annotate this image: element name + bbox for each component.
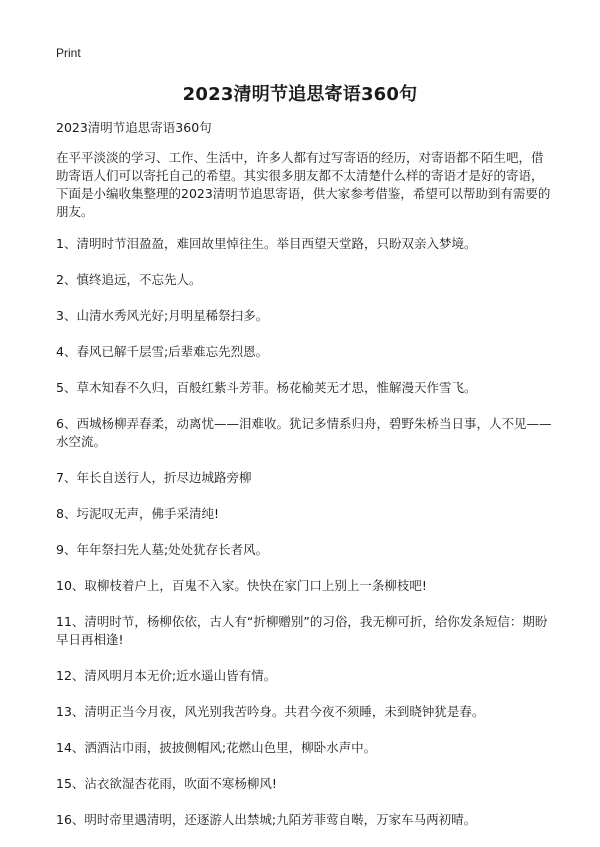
list-item: 15、沾衣欲湿杏花雨，吹面不寒杨柳风! <box>56 776 277 791</box>
list-item: 5、草木知春不久归，百般红紫斗芳菲。杨花榆荚无才思，惟解漫天作雪飞。 <box>56 380 477 395</box>
list-item: 7、年长自送行人，折尽边城路旁柳 <box>56 470 252 485</box>
list-item: 8、圬泥叹无声，佛手采清纯! <box>56 506 219 521</box>
document-title: 2023清明节追思寄语360句 <box>182 84 418 105</box>
list-item: 9、年年祭扫先人墓;处处犹存长者风。 <box>56 542 269 557</box>
list-item: 4、春风已解千层雪;后辈难忘先烈恩。 <box>56 344 269 359</box>
list-item: 6、西城杨柳弄春柔，动离忧——泪难收。犹记多情系归舟，碧野朱桥当日事，人不见——水空流。 <box>56 416 552 449</box>
print-link[interactable]: Print <box>56 46 81 60</box>
list-item: 1、清明时节泪盈盈，难回故里悼往生。举目西望天堂路，只盼双亲入梦境。 <box>56 236 477 251</box>
list-item: 12、清风明月本无价;近水遥山皆有情。 <box>56 668 277 683</box>
list-item: 13、清明正当今月夜，风光别我苦吟身。共君今夜不须睡，未到晓钟犹是春。 <box>56 704 485 719</box>
list-item: 11、清明时节，杨柳依依，古人有“折柳赠别”的习俗，我无柳可折，给你发条短信：期盼早日再相逢! <box>56 614 548 647</box>
list-item: 10、取柳枝着户上，百鬼不入家。快快在家门口上别上一条柳枝吧! <box>56 578 427 593</box>
document-body <box>56 119 554 847</box>
intro-paragraph: 在平平淡淡的学习、工作、生活中，许多人都有过写寄语的经历，对寄语都不陌生吧，借助寄语人们可以寄托自己的希望。其实很多朋友都不太清楚什么样的寄语才是好的寄语，下面是小编收集整理的2023清明节追思寄语，供大家参考借鉴，希望可以帮助到有需要的朋友。 <box>56 150 551 219</box>
list-item: 2、慎终追远，不忘先人。 <box>56 272 202 287</box>
list-item: 16、明时帝里遇清明，还逐游人出禁城;九陌芳菲莺自啭，万家车马两初晴。 <box>56 812 477 827</box>
list-item: 3、山清水秀风光好;月明星稀祭扫多。 <box>56 308 269 323</box>
list-item: 14、洒酒沾巾雨，披披侧帽风;花燃山色里，柳卧水声中。 <box>56 740 377 755</box>
document-subtitle: 2023清明节追思寄语360句 <box>56 120 212 135</box>
